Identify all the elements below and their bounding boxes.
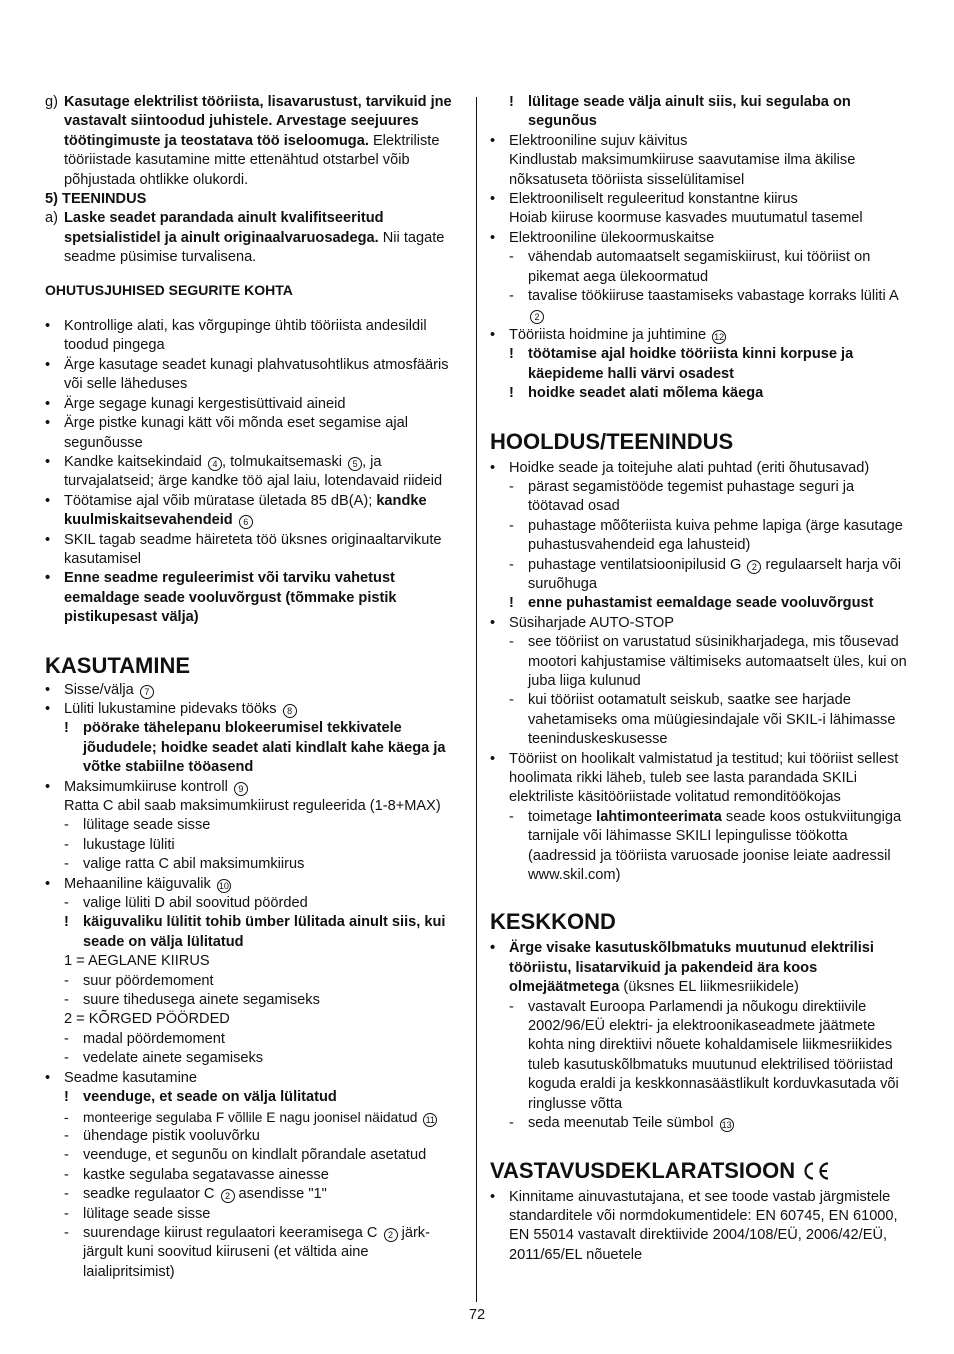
list-marker: - bbox=[64, 895, 69, 912]
text-run: suur pöördemoment bbox=[83, 972, 214, 989]
description: Ratta C abil saab maksimumkiirust reguleerida (1-8+MAX) bbox=[64, 798, 441, 814]
list-marker: • bbox=[45, 395, 51, 412]
dash-item bbox=[45, 1146, 463, 1165]
safety-heading: OHUTUSJUHISED SEGURITE KOHTA bbox=[45, 281, 293, 298]
text-run: Kinnitame ainuvastutajana, et see toode vastab järgmistele standarditele või normdokumentidele: EN 60745, EN 61000, EN 55014 vastavalt direktiivide 2004/108/EÜ, 2006/42/EÜ, 2011/65/EL nõuetele bbox=[509, 1188, 898, 1263]
list-marker: • bbox=[45, 415, 51, 432]
text-run: Elektrooniline sujuv käivitus bbox=[509, 132, 688, 149]
text-run: käiguvaliku lülitit tohib ümber lülitada ainult siis, kui seade on välja lülitatud bbox=[83, 914, 446, 950]
column-divider bbox=[476, 97, 477, 1302]
text-run: Ärge pistke kunagi kätt või mõnda eset segamise ajal segunõusse bbox=[64, 415, 408, 451]
list-marker: - bbox=[64, 1127, 69, 1144]
list-marker: - bbox=[64, 817, 69, 834]
list-item bbox=[490, 1188, 914, 1266]
warning-item bbox=[45, 913, 463, 952]
list-marker: - bbox=[64, 1147, 69, 1164]
text-run: lukustage lüliti bbox=[83, 836, 175, 853]
kasutamine-heading: KASUTAMINE bbox=[45, 652, 191, 678]
list-marker: • bbox=[45, 681, 51, 698]
ce-mark-icon bbox=[801, 1161, 831, 1181]
ref-number: 12 bbox=[714, 331, 725, 342]
description: Hoiab kiiruse koormuse kasvades muutumatul tasemel bbox=[509, 210, 863, 227]
text-run: Kontrollige alati, kas võrgupinge ühtib tööriista andesildil toodud pingega bbox=[64, 318, 427, 354]
text-run: Töötamise ajal võib müratase ületada 85 dB(A); bbox=[64, 492, 377, 509]
text-run: Elektrooniliselt reguleeritud konstantne kiirus bbox=[509, 191, 798, 208]
text-run: vähendab automaatselt segamiskiirust, kui tööriist on pikemat aega ülekoormatud bbox=[528, 249, 871, 285]
text-run: pöörake tähelepanu blokeerumisel tekkivatele jõududele; hoidke seadet alati kindlalt kahe käega ja võtke stabiilne tööasend bbox=[83, 720, 446, 776]
list-marker: ! bbox=[509, 595, 514, 612]
text-run: kandke kuulmiskaitsevahendeid bbox=[64, 492, 427, 529]
list-marker: - bbox=[509, 249, 514, 266]
list-marker: a) bbox=[45, 210, 58, 227]
warning-item bbox=[490, 384, 914, 403]
dash-item bbox=[45, 1205, 463, 1224]
warning-item bbox=[490, 93, 914, 132]
text-run: vedelate ainete segamiseks bbox=[83, 1050, 264, 1067]
list-marker: - bbox=[64, 1050, 69, 1067]
text-run: Sisse/välja bbox=[64, 681, 134, 698]
list-marker: - bbox=[64, 856, 69, 873]
list-marker: - bbox=[509, 478, 514, 495]
list-marker: - bbox=[509, 556, 514, 573]
list-marker: • bbox=[45, 531, 51, 548]
right-column bbox=[490, 93, 914, 1265]
dash-item bbox=[490, 556, 914, 595]
list-marker: • bbox=[490, 132, 496, 149]
text-run: Seadme kasutamine bbox=[64, 1069, 198, 1086]
list-item bbox=[45, 531, 463, 570]
ref-number: 5 bbox=[348, 457, 362, 471]
list-marker: • bbox=[490, 229, 496, 246]
dash-item bbox=[490, 998, 914, 1114]
dash-item bbox=[490, 808, 914, 886]
dash-item bbox=[490, 517, 914, 556]
warning-item bbox=[45, 1088, 463, 1107]
list-marker: • bbox=[45, 356, 51, 373]
ref-number: 2 bbox=[384, 1228, 398, 1242]
ref-number: 9 bbox=[234, 782, 248, 796]
dash-item bbox=[45, 836, 463, 855]
text-run: lülitage seade sisse bbox=[83, 1205, 211, 1222]
text-run: lülitage seade sisse bbox=[83, 817, 211, 834]
text-run: seadke regulaator C bbox=[83, 1186, 215, 1203]
dash-item bbox=[45, 855, 463, 874]
list-item bbox=[45, 395, 463, 414]
list-marker: ! bbox=[64, 914, 69, 931]
list-item bbox=[45, 778, 463, 797]
ref-number: 2 bbox=[747, 560, 761, 574]
list-marker: • bbox=[45, 453, 51, 470]
text-run: puhastage ventilatsioonipilusid G bbox=[528, 556, 742, 573]
text-run: suurendage kiirust regulaatori keeramisega C bbox=[83, 1224, 378, 1241]
dash-item bbox=[490, 691, 914, 749]
description: Kindlustab maksimumkiiruse saavutamise ilma äkilise nõksatuseta tööriista sisselülitamisel bbox=[509, 152, 856, 188]
list-marker: ! bbox=[509, 385, 514, 402]
list-marker: • bbox=[490, 940, 496, 957]
ref-number: 6 bbox=[239, 515, 253, 529]
ref-number: 10 bbox=[218, 880, 229, 891]
dash-item bbox=[45, 972, 463, 991]
list-item bbox=[490, 326, 914, 345]
list-item bbox=[45, 875, 463, 894]
list-marker: - bbox=[509, 517, 514, 534]
ref-number: 2 bbox=[530, 310, 544, 324]
text-run: asendisse "1" bbox=[234, 1186, 327, 1203]
left-column bbox=[45, 93, 463, 1282]
list-item bbox=[45, 492, 463, 531]
text-run: Enne seadme reguleerimist või tarviku vahetust eemaldage seade vooluvõrgust (tõmmake pistik pistikupesast välja) bbox=[64, 570, 397, 626]
text-run: Süsiharjade AUTO-STOP bbox=[509, 614, 674, 631]
text-run: valige lüliti D abil soovitud pöörded bbox=[83, 895, 308, 912]
list-marker: • bbox=[490, 191, 496, 208]
list-marker: • bbox=[45, 492, 51, 509]
text-run: puhastage mõõteriista kuiva pehme lapiga (ärge kasutage puhastusvahendeid ega lahusteid) bbox=[528, 517, 903, 554]
text-run: Lüliti lukustamine pidevaks tööks bbox=[64, 700, 277, 717]
text-run: Laske seadet parandada ainult kvalifitseeritud spetsialistidel ja ainult originaalvaruosadega. bbox=[64, 210, 384, 246]
list-item bbox=[490, 750, 914, 808]
list-marker: ! bbox=[509, 94, 514, 110]
list-item bbox=[45, 356, 463, 395]
list-marker: • bbox=[45, 875, 51, 892]
list-marker: • bbox=[490, 750, 496, 767]
list-marker: • bbox=[45, 318, 51, 335]
list-item bbox=[490, 459, 914, 478]
text-run: madal pöördemoment bbox=[83, 1030, 225, 1047]
text-run: tavalise töökiiruse taastamiseks vabastage korraks lüliti A bbox=[528, 288, 898, 305]
text-run: Kasutage elektrilist tööriista, lisavarustust, tarvikuid jne vastavalt siintoodud juhistele. Arvestage seejuures töötingimuste ja teostatava töö iseloomuga. bbox=[64, 94, 452, 149]
dash-item bbox=[45, 1030, 463, 1049]
text-run: Ärge segage kunagi kergestisüttivaid aineid bbox=[64, 395, 346, 412]
text-run: regulaarselt harja või suruõhuga bbox=[528, 556, 901, 592]
rule-g bbox=[45, 93, 463, 190]
ref-number: 7 bbox=[140, 685, 154, 699]
list-marker: - bbox=[64, 1205, 69, 1222]
text-run: seade koos ostukviitungiga tarnijale või lähimasse SKILI lepingulisse töökotta (aadressid ja tööriista varuosade joonise leiate aadressil www.skil.com) bbox=[528, 808, 902, 884]
text-run: valige ratta C abil maksimumkiirus bbox=[83, 856, 305, 873]
list-marker: • bbox=[490, 614, 496, 631]
list-marker: - bbox=[64, 1224, 69, 1241]
list-item bbox=[45, 453, 463, 492]
text-run: veenduge, et segunõu on kindlalt põrandale asetatud bbox=[83, 1147, 427, 1164]
list-marker: ! bbox=[64, 1089, 69, 1106]
text-run: Elektrooniline ülekoormuskaitse bbox=[509, 229, 715, 246]
dash-item bbox=[45, 1185, 463, 1204]
ref-number: 13 bbox=[721, 1120, 732, 1131]
dash-item bbox=[45, 991, 463, 1010]
dash-item bbox=[490, 1114, 914, 1133]
text-run: (üksnes EL liikmesriikidele) bbox=[619, 979, 799, 996]
kasutamine-list bbox=[45, 681, 463, 1283]
text-run: Nii tagate seadme püsimise turvalisena. bbox=[64, 229, 445, 266]
text-run: Elektriliste tööriistade kasutamine mitte ettenähtud otstarbel võib põhjustada ohtlikke olukordi. bbox=[64, 132, 440, 188]
text-run: Ärge kasutage seadet kunagi plahvatusohtlikus atmosfääris või selle läheduses bbox=[64, 356, 449, 393]
list-marker: - bbox=[64, 1109, 69, 1125]
dash-item bbox=[490, 478, 914, 517]
text-run: enne puhastamist eemaldage seade vooluvõrgust bbox=[528, 595, 874, 612]
list-item bbox=[490, 939, 914, 997]
vastavus-heading: VASTAVUSDEKLARATSIOON bbox=[490, 1158, 914, 1184]
warning-item bbox=[490, 594, 914, 613]
list-marker: - bbox=[509, 1115, 514, 1132]
list-item bbox=[490, 229, 914, 248]
text-run: hoidke seadet alati mõlema käega bbox=[528, 385, 764, 402]
dash-item bbox=[45, 1108, 463, 1127]
text-run: veenduge, et seade on välja lülitatud bbox=[83, 1089, 337, 1106]
dash-item bbox=[45, 816, 463, 835]
list-marker: ! bbox=[509, 346, 514, 363]
dash-item bbox=[490, 287, 914, 326]
list-item bbox=[45, 681, 463, 700]
gear-2-label: 2 = KÕRGED PÖÖRDED bbox=[64, 1011, 230, 1028]
text-run: vastavalt Euroopa Parlamendi ja nõukogu direktiivile 2002/96/EÜ elektri- ja elektroonikaseadmete jäätmete kohta ning direktiivi nõuete kohaldamisele liikmesriikides tuleb kasutuskõlbmatuks muutunud elektrilised tööriistad koguda eraldi ja keskkonnasäästlikult korduvkasutada või ringlusse võtta bbox=[528, 998, 899, 1112]
list-item bbox=[45, 1069, 463, 1088]
list-marker: - bbox=[509, 692, 514, 709]
list-marker: - bbox=[64, 972, 69, 989]
text-run: seda meenutab Teile sümbol bbox=[528, 1115, 714, 1132]
text-run: Ärge visake kasutuskõlbmatuks muutunud elektrilisi tööriistu, lisatarvikuid ja pakendeid ära koos olmejäätmetega bbox=[509, 940, 874, 996]
dash-item bbox=[45, 894, 463, 913]
dash-item bbox=[490, 633, 914, 691]
rule-a bbox=[45, 209, 463, 267]
ref-number: 11 bbox=[423, 1113, 437, 1127]
ref-number: 8 bbox=[283, 704, 297, 718]
list-marker: - bbox=[509, 288, 514, 305]
text-run: Tööriist on hoolikalt valmistatud ja testitud; kui tööriist sellest hoolimata rikki läheb, tuleb see lasta parandada SKILi elektriliste käsitööriistade volitatud remonditöökojas bbox=[509, 750, 899, 806]
text-run: Hoidke seade ja toitejuhe alati puhtad (eriti õhutusavad) bbox=[509, 459, 870, 476]
warning-item bbox=[45, 719, 463, 777]
list-marker: - bbox=[64, 1030, 69, 1047]
list-marker: • bbox=[45, 778, 51, 795]
list-item bbox=[490, 132, 914, 151]
warning-item bbox=[490, 345, 914, 384]
hooldus-heading: HOOLDUS/TEENINDUS bbox=[490, 428, 734, 454]
dash-item bbox=[490, 248, 914, 287]
dash-item bbox=[45, 1049, 463, 1068]
dash-item bbox=[45, 1166, 463, 1185]
list-marker: g) bbox=[45, 94, 58, 110]
text-run: järk-järgult kuni soovitud kiiruseni (et vältida aine laialipritsimist) bbox=[83, 1224, 430, 1280]
list-marker: - bbox=[64, 1186, 69, 1203]
dash-item bbox=[45, 1224, 463, 1282]
ref-number: 4 bbox=[208, 457, 222, 471]
text-run: Kandke kaitsekindaid bbox=[64, 453, 202, 470]
list-marker: • bbox=[45, 570, 51, 587]
text-run: see tööriist on varustatud süsinikharjadega, mis tõusevad mootori kahjustamise vältimiseks automaatselt üles, kui on juba liiga kulunud bbox=[528, 634, 907, 689]
text-run: , ja turvajalatseid; ärge kandke töö ajal laiu, lotendavaid riideid bbox=[64, 453, 443, 490]
list-marker: • bbox=[45, 700, 51, 717]
text-run: Tööriista hoidmine ja juhtimine bbox=[509, 326, 707, 343]
list-marker: - bbox=[509, 634, 514, 651]
text-run: ühendage pistik vooluvõrku bbox=[83, 1127, 260, 1144]
text-run: pärast segamistööde tegemist puhastage seguri ja töötavad osad bbox=[528, 478, 855, 515]
text-run: Mehaaniline käiguvalik bbox=[64, 875, 211, 892]
dash-item bbox=[45, 1127, 463, 1146]
list-item bbox=[490, 190, 914, 209]
gear-1-label: 1 = AEGLANE KIIRUS bbox=[64, 953, 210, 970]
list-item bbox=[45, 414, 463, 453]
list-marker: - bbox=[509, 998, 514, 1015]
list-item bbox=[45, 317, 463, 356]
text-run: kastke segulaba segatavasse ainesse bbox=[83, 1166, 329, 1183]
page-number: 72 bbox=[468, 1307, 486, 1323]
list-marker: ! bbox=[64, 720, 69, 737]
text-run: töötamise ajal hoidke tööriista kinni korpuse ja käepideme halli värvi osadest bbox=[528, 346, 854, 382]
list-item bbox=[45, 700, 463, 719]
list-item bbox=[45, 569, 463, 627]
list-marker: - bbox=[64, 992, 69, 1009]
text-run: lahtimonteerimata bbox=[596, 808, 722, 825]
section-5-heading: 5) TEENINDUS bbox=[45, 191, 147, 208]
list-marker: • bbox=[490, 1188, 496, 1205]
text-run: toimetage bbox=[528, 808, 597, 825]
ref-number: 2 bbox=[221, 1189, 235, 1203]
keskkond-heading: KESKKOND bbox=[490, 909, 616, 935]
list-marker: • bbox=[490, 459, 496, 476]
text-run: suure tihedusega ainete segamiseks bbox=[83, 992, 320, 1009]
list-marker: • bbox=[45, 1069, 51, 1086]
list-marker: • bbox=[490, 326, 496, 343]
text-run: monteerige segulaba F võllile E nagu joonisel näidatud bbox=[83, 1109, 418, 1125]
list-marker: - bbox=[509, 808, 514, 825]
text-run: , tolmukaitsemaski bbox=[221, 453, 343, 470]
list-item bbox=[490, 614, 914, 633]
list-marker: - bbox=[64, 836, 69, 853]
text-run: SKIL tagab seadme häireteta töö üksnes originaaltarvikute kasutamisel bbox=[64, 531, 442, 567]
text-run: Maksimumkiiruse kontroll bbox=[64, 778, 228, 795]
text-run: lülitage seade välja ainult siis, kui segulaba on segunõus bbox=[528, 94, 851, 130]
safety-list bbox=[45, 317, 463, 628]
list-marker: - bbox=[64, 1166, 69, 1183]
text-run: kui tööriist ootamatult seiskub, saatke see harjade vahetamiseks oma müügiesindajale või SKIL-i lähimasse teeninduskeskusesse bbox=[528, 692, 896, 748]
